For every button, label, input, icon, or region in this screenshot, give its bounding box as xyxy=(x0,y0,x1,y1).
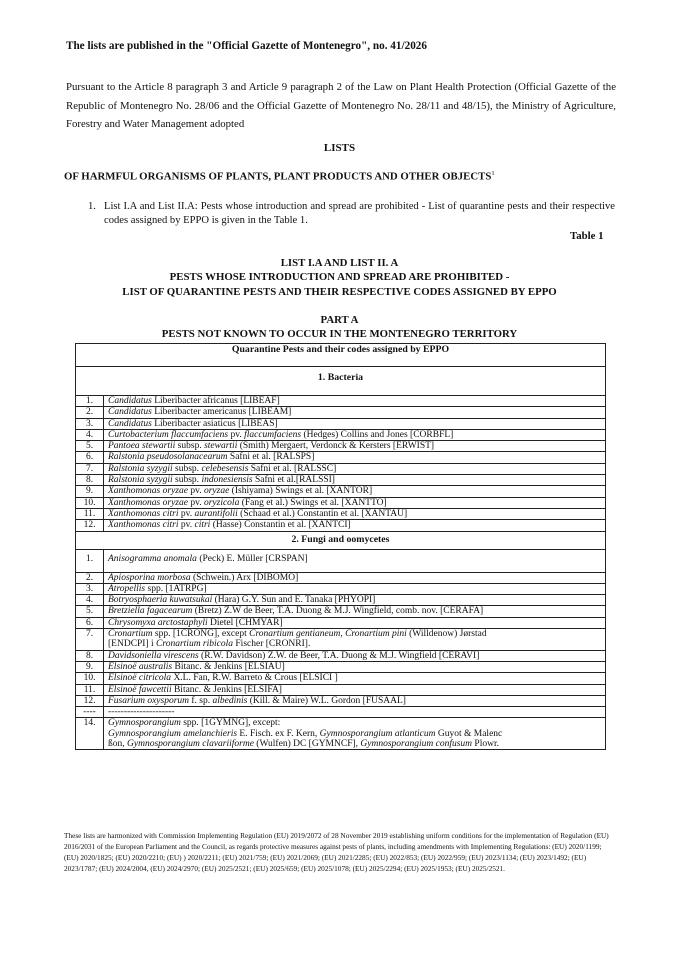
pest-genus: Candidatus xyxy=(108,418,152,429)
row-number: 10. xyxy=(76,497,104,508)
pest-authority: Plowr. xyxy=(472,739,499,750)
pest-name xyxy=(104,475,606,486)
pest-text: (Bretz) Z.W de Beer, T.A. Duong & M.J. Wingfield, comb. nov. [CERAFA] xyxy=(192,606,484,617)
table-row xyxy=(76,463,606,474)
pest-authority: (Hedges) Collins and Jones [CORBFL] xyxy=(301,429,454,440)
pest-authority: ßon, xyxy=(108,739,127,750)
pest-name xyxy=(104,606,606,617)
row-number: 2. xyxy=(76,572,104,583)
row-number: 2. xyxy=(76,407,104,418)
table-row xyxy=(76,695,606,706)
pest-text: spp. [1GYMNG], except: xyxy=(180,718,281,729)
row-number: 7. xyxy=(76,629,104,651)
pest-text: pv. xyxy=(178,508,195,519)
pest-name xyxy=(104,572,606,583)
table-row xyxy=(76,650,606,661)
pest-genus: Fusarium oxysporum xyxy=(108,695,190,706)
pest-species: Gymnosporangium atlanticum xyxy=(319,728,436,739)
table-row xyxy=(76,673,606,684)
pest-genus: Pantoea stewartii xyxy=(108,441,176,452)
pest-authority: Fischer [CRONRI]. xyxy=(233,639,311,650)
quarantine-pests-table xyxy=(75,343,606,750)
row-number: 14. xyxy=(76,718,104,750)
pest-text: Bitanc. & Jenkins [ELSIFA] xyxy=(171,684,282,695)
pest-text: (Schwein.) Arx [DIBOMO] xyxy=(190,572,299,583)
pest-genus: Xanthomonas citri xyxy=(108,520,179,531)
subtitle-text: OF HARMFUL ORGANISMS OF PLANTS, PLANT PRODUCTS AND OTHER OBJECTS xyxy=(64,170,492,183)
list-heading-3: LIST OF QUARANTINE PESTS AND THEIR RESPECTIVE CODES ASSIGNED BY EPPO xyxy=(122,286,557,298)
lists-title: LISTS xyxy=(323,142,356,154)
pest-authority: Safni et al.[RALSSI] xyxy=(252,475,335,486)
table-row xyxy=(76,617,606,628)
table-row xyxy=(76,475,606,486)
row-number: 10. xyxy=(76,673,104,684)
pest-genus: Curtobacterium flaccumfaciens xyxy=(108,429,229,440)
pest-authority: Guyot & Malenc xyxy=(435,728,503,739)
pest-epithet: Cronartium gentianeum, Cronartium pini xyxy=(249,629,407,640)
row-number: 5. xyxy=(76,441,104,452)
table-row xyxy=(76,595,606,606)
pest-text: Dietel [CHMYAR] xyxy=(207,617,283,628)
table-row xyxy=(76,629,606,651)
row-number: 4. xyxy=(76,429,104,440)
pest-text: subsp. xyxy=(172,463,202,474)
row-number: 1. xyxy=(76,396,104,407)
table-row xyxy=(76,396,606,407)
pest-text: Liberibacter americanus [LIBEAM] xyxy=(151,407,292,418)
pest-genus: Apiosporina morbosa xyxy=(108,572,191,583)
section-row xyxy=(76,367,606,396)
document-subtitle xyxy=(64,170,495,183)
pest-name xyxy=(104,452,606,463)
pest-genus: Xanthomonas oryzae xyxy=(108,497,188,508)
list-heading-2: PESTS WHOSE INTRODUCTION AND SPREAD ARE PROHIBITED - xyxy=(169,271,510,283)
footnote-marker: 1 xyxy=(491,170,495,177)
row-number: 8. xyxy=(76,650,104,661)
pest-text: spp. [1CRONG], except xyxy=(152,629,250,640)
pest-epithet: albedinis xyxy=(212,695,248,706)
pest-text: pv. xyxy=(187,497,204,508)
section-row xyxy=(76,531,606,549)
pest-genus: Candidatus xyxy=(108,407,152,418)
pest-genus: Elsinoë citricola xyxy=(108,673,172,684)
table-row xyxy=(76,572,606,583)
pest-genus: Xanthomonas oryzae xyxy=(108,486,188,497)
pest-name xyxy=(104,661,606,672)
row-number: 6. xyxy=(76,617,104,628)
list-item-number: 1. xyxy=(88,201,96,212)
pest-genus: Ralstonia pseudosolanacearum xyxy=(108,452,228,463)
table-row xyxy=(76,520,606,531)
table-row xyxy=(76,606,606,617)
row-number: ---- xyxy=(76,707,104,718)
footnote-text: These lists are harmonized with Commission Implementing Regulation (EU) 2019/2072 of 28 November 2019 establishing uniform conditions for the implementation of Regulation (EU) 2016/2031 of the European Parliament and the Council, as regards protective measures against pests of plants, including amendments with Implementing Regulations: (EU) 2020/1199; (EU) 2020/1825; (EU) 2020/2210; (EU) ) 2020/2211; (EU) 2021/759; (EU) 2021/2069; (EU) 2021/2285; (EU) 2022/853; (EU) 2022/959; (EU) 2023/1134; (EU) 2023/1492; (EU) 2023/1787; (EU) 2024/2004, (EU) 2024/2970; (EU) 2025/2521; (EU) 2025/659; (EU) 2025/1078; (EU) 2025/2294; (EU) 2025/1953; (EU) 2025/2521. xyxy=(64,831,609,873)
pest-authority: (Ishiyama) Swings et al. [XANTOR] xyxy=(229,486,373,497)
pest-authority: (Kill. & Maire) W.L. Gordon [FUSAAL] xyxy=(247,695,406,706)
pest-authority: (Schaad et al.) Constantin et al. [XANTAU] xyxy=(237,508,408,519)
pest-text: (Hara) G.Y. Sun and E. Tanaka [PHYOPI] xyxy=(212,595,376,606)
pest-name xyxy=(104,508,606,519)
pest-name xyxy=(104,441,606,452)
pest-text: pv. xyxy=(228,429,245,440)
pest-genus: Chrysomyxa arctostaphyli xyxy=(108,617,208,628)
section-title-bacteria: 1. Bacteria xyxy=(76,367,606,396)
pest-text: --------------------- xyxy=(108,707,175,718)
table-row xyxy=(76,583,606,594)
pest-name xyxy=(104,418,606,429)
pest-authority: Safni et al. [RALSSC] xyxy=(248,463,337,474)
table-row xyxy=(76,441,606,452)
table-row xyxy=(76,661,606,672)
pest-name xyxy=(104,520,606,531)
pest-text: pv. xyxy=(187,486,204,497)
row-number: 12. xyxy=(76,695,104,706)
pest-name xyxy=(104,549,606,572)
table-header-row xyxy=(76,344,606,367)
table-row xyxy=(76,429,606,440)
pest-genus: Cronartium xyxy=(108,629,153,640)
row-number: 12. xyxy=(76,520,104,531)
preamble-paragraph: Pursuant to the Article 8 paragraph 3 and Article 9 paragraph 2 of the Law on Plant Health Protection (Official Gazette of the Republic of Montenegro No. 28/06 and the Official Gazette of Montenegro No. 28/11 and 48/15), the Ministry of Agriculture, Forestry and Water Management adopted xyxy=(66,81,616,130)
list-item-1 xyxy=(88,200,615,228)
row-number: 8. xyxy=(76,475,104,486)
pest-name xyxy=(104,486,606,497)
pest-name xyxy=(104,407,606,418)
pest-name xyxy=(104,695,606,706)
pest-genus: Atropellis xyxy=(108,583,146,594)
row-number: 9. xyxy=(76,486,104,497)
pest-genus: Elsinoë australis xyxy=(108,661,173,672)
pest-text: Liberibacter asiaticus [LIBEAS] xyxy=(151,418,278,429)
pest-genus: Botryosphaeria kuwatsukai xyxy=(108,595,213,606)
row-number: 7. xyxy=(76,463,104,474)
pest-species: Gymnosporangium confusum xyxy=(360,739,473,750)
row-number: 5. xyxy=(76,606,104,617)
pest-authority: (Wulfen) DC [GYMNCF], xyxy=(253,739,361,750)
pest-authority: E. Fisch. ex F. Kern, xyxy=(237,728,320,739)
pest-name xyxy=(104,463,606,474)
pest-text: spp. [1ATRPG] xyxy=(145,583,207,594)
table-row xyxy=(76,497,606,508)
pest-epithet: stewartii xyxy=(204,441,238,452)
table-row xyxy=(76,508,606,519)
pest-genus: Ralstonia syzygii xyxy=(108,475,173,486)
pest-epithet: flaccumfaciens xyxy=(244,429,302,440)
pest-epithet: oryzicola xyxy=(203,497,240,508)
publication-header: The lists are published in the "Official Gazette of Montenegro", no. 41/2026 xyxy=(66,40,427,52)
table-row xyxy=(76,452,606,463)
pest-name xyxy=(104,650,606,661)
pest-text: subsp. xyxy=(175,441,205,452)
pest-authority: (Smith) Mergaert, Verdonck & Kersters [ERWIST] xyxy=(237,441,435,452)
pest-name xyxy=(104,595,606,606)
pest-text: pv. xyxy=(178,520,195,531)
pest-epithet: oryzae xyxy=(203,486,230,497)
pest-text: Safni et al. [RALSPS] xyxy=(227,452,315,463)
table-row xyxy=(76,418,606,429)
pest-epithet: indonesiensis xyxy=(201,475,253,486)
pest-name xyxy=(104,429,606,440)
pest-authority: (Fang et al.) Swings et al. [XANTTO] xyxy=(239,497,387,508)
pest-text: Liberibacter africanus [LIBEAF] xyxy=(151,396,280,406)
table-header: Quarantine Pests and their codes assigned by EPPO xyxy=(76,344,606,367)
table-row xyxy=(76,549,606,572)
pest-name xyxy=(104,629,606,651)
pest-species: Cronartium ribicola xyxy=(156,639,234,650)
table-row xyxy=(76,707,606,718)
row-number: 11. xyxy=(76,508,104,519)
pest-genus: Elsinoë fawcettii xyxy=(108,684,172,695)
pest-text-line2: [ENDCPI] i xyxy=(108,639,157,650)
row-number: 6. xyxy=(76,452,104,463)
pest-species: Gymnosporangium amelanchieris xyxy=(108,728,238,739)
pest-epithet: celebesensis xyxy=(201,463,249,474)
pest-name xyxy=(104,707,606,718)
pest-authority: (Willdenow) Jørstad xyxy=(406,629,487,640)
row-number: 4. xyxy=(76,595,104,606)
section-title-fungi: 2. Fungi and oomycetes xyxy=(76,531,606,549)
part-heading: PART A xyxy=(320,314,359,326)
pest-genus: Ralstonia syzygii xyxy=(108,463,173,474)
row-number: 3. xyxy=(76,418,104,429)
table-row xyxy=(76,486,606,497)
part-subheading: PESTS NOT KNOWN TO OCCUR IN THE MONTENEGRO TERRITORY xyxy=(161,328,518,340)
row-number: 1. xyxy=(76,549,104,572)
row-number: 9. xyxy=(76,661,104,672)
pest-epithet: aurantifolii xyxy=(194,508,238,519)
pest-text: Bitanc. & Jenkins [ELSIAU] xyxy=(172,661,285,672)
pest-text: X.L. Fan, R.W. Barreto & Crous [ELSICI ] xyxy=(171,673,338,684)
pest-name xyxy=(104,617,606,628)
table-row xyxy=(76,684,606,695)
pest-text: (R.W. Davidson) Z.W. de Beer, T.A. Duong & M.J. Wingfield [CERAVI] xyxy=(198,650,480,661)
pest-genus: Xanthomonas citri xyxy=(108,508,179,519)
list-heading-1: LIST I.A AND LIST II. A xyxy=(280,257,399,269)
pest-name xyxy=(104,718,606,750)
row-number: 11. xyxy=(76,684,104,695)
table-row xyxy=(76,407,606,418)
pest-species: Gymnosporangium clavariiforme xyxy=(127,739,254,750)
row-number: 3. xyxy=(76,583,104,594)
pest-genus: Anisogramma anomala xyxy=(108,553,197,564)
pest-genus: Gymnosporangium xyxy=(108,718,181,729)
list-item-text: List I.A and List II.A: Pests whose introduction and spread are prohibited - List of quarantine pests and their respective codes assigned by EPPO is given in the Table 1. xyxy=(104,201,615,226)
table-row xyxy=(76,718,606,750)
pest-genus: Bretziella fagacearum xyxy=(108,606,193,617)
pest-name xyxy=(104,583,606,594)
pest-name xyxy=(104,684,606,695)
pest-authority: (Hasse) Constantin et al. [XANTCI] xyxy=(210,520,351,531)
pest-name xyxy=(104,396,606,407)
pest-name xyxy=(104,497,606,508)
pest-genus: Davidsoniella virescens xyxy=(108,650,199,661)
pest-epithet: citri xyxy=(194,520,211,531)
pest-text: (Peck) E. Müller [CRSPAN] xyxy=(196,553,308,564)
table-label: Table 1 xyxy=(570,230,604,242)
pest-text: subsp. xyxy=(172,475,202,486)
pest-text: f. sp. xyxy=(189,695,213,706)
pest-genus: Candidatus xyxy=(108,396,152,406)
pest-name xyxy=(104,673,606,684)
